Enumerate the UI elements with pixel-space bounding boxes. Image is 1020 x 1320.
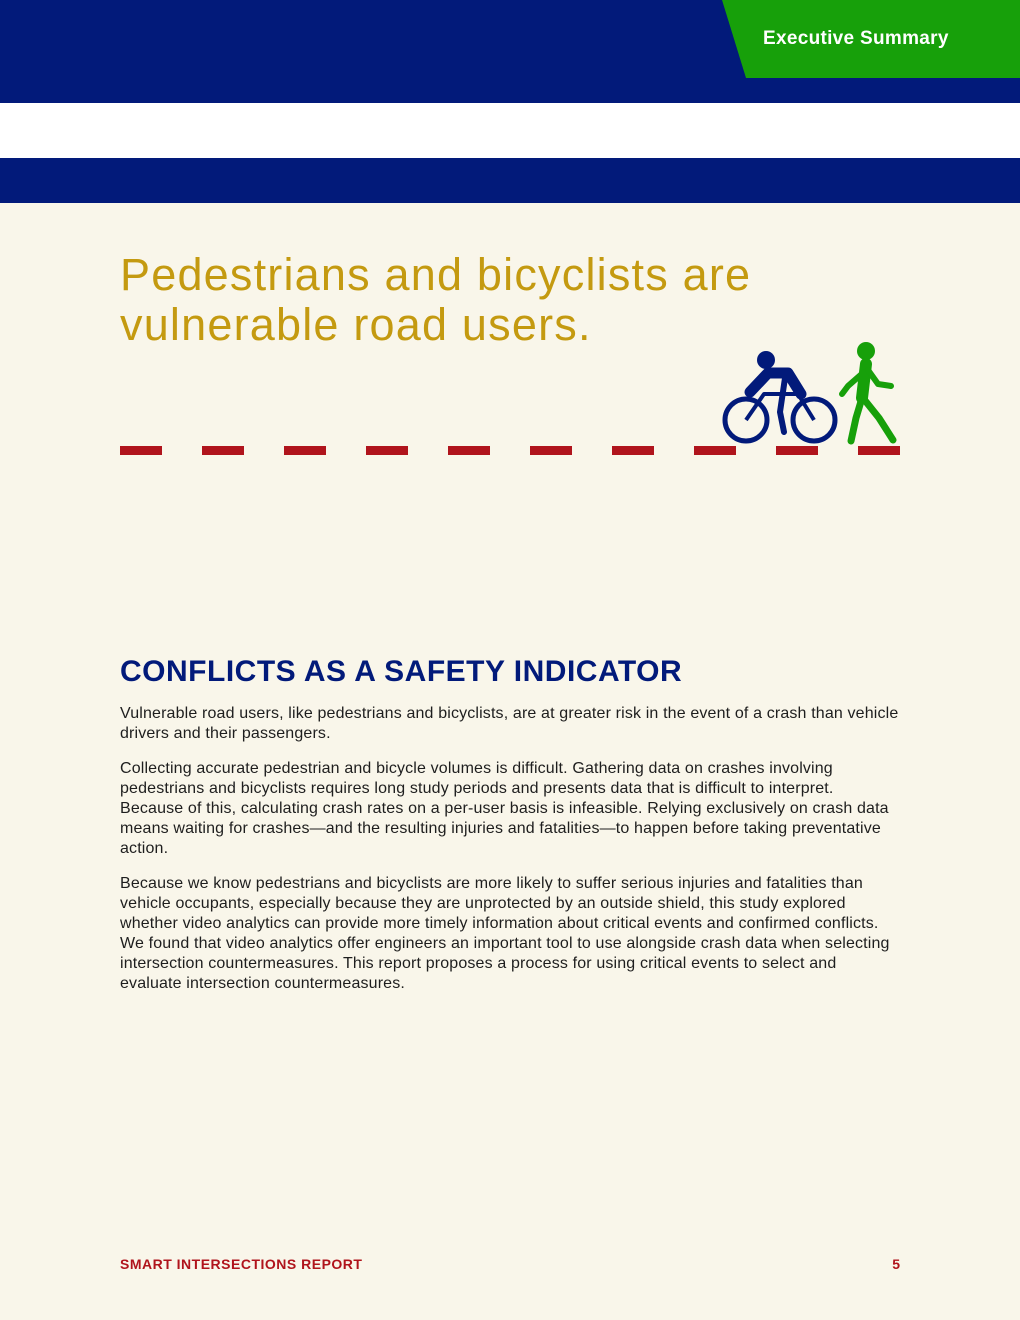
cyclist-icon (725, 351, 835, 441)
body-paragraph: Vulnerable road users, like pedestrians and bicyclists, are at greater risk in the event of a crash than vehicle drivers and their passengers. (120, 705, 899, 742)
pedestrian-icon (842, 342, 893, 441)
footer-report-title: SMART INTERSECTIONS REPORT (120, 1256, 363, 1272)
footer-page-number: 5 (892, 1256, 900, 1272)
body-paragraph: Collecting accurate pedestrian and bicycle volumes is difficult. Gathering data on crashes involving pedestrians and bicyclists requires long study periods and presents data that is difficult to interpret. Because of this, calculating crash rates on a per-user basis is infeasible. Relying exclusively on crash data means waiting for crashes—and the resulting injuries and fatalities—to happen before taking preventative action. (120, 760, 889, 857)
header-bottom-band (0, 158, 1020, 203)
lane-marking (120, 446, 900, 455)
header-white-stripe (0, 103, 1020, 158)
hero-headline: Pedestrians and bicyclists are vulnerable road users. (120, 249, 752, 350)
body-text (120, 704, 900, 1009)
road-illustration (0, 330, 1020, 470)
section-heading: CONFLICTS AS A SAFETY INDICATOR (120, 655, 683, 688)
body-paragraph: Because we know pedestrians and bicyclists are more likely to suffer serious injuries and fatalities than vehicle occupants, especially because they are unprotected by an outside shield, this study explored whether video analytics can provide more timely information about critical events and confirmed conflicts. We found that video analytics offer engineers an important tool to use alongside crash data when selecting intersection countermeasures. This report proposes a process for using critical events to select and evaluate intersection countermeasures. (120, 875, 890, 992)
section-tab-label: Executive Summary (763, 28, 949, 49)
